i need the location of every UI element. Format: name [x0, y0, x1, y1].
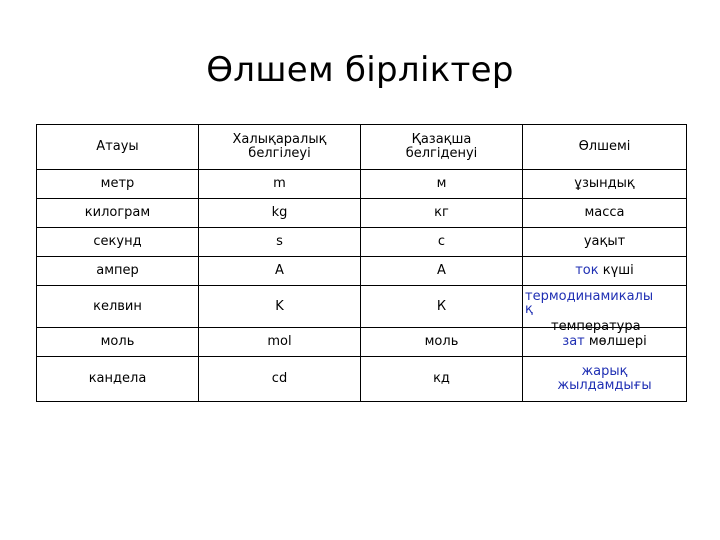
header-kz-symbol-text: Қазақша белгіденуі [405, 132, 478, 161]
cell-quantity: ұзындық [523, 170, 687, 199]
quantity-link-word-line1: жарық [581, 364, 628, 379]
table-row [37, 228, 687, 257]
cell-quantity: масса [523, 199, 687, 228]
header-quantity: Өлшемі [523, 125, 687, 170]
cell-intl: m [199, 170, 361, 199]
header-kz-symbol [361, 125, 523, 170]
table-row [37, 357, 687, 402]
cell-name: метр [37, 170, 199, 199]
quantity-rest-word: мөлшері [588, 334, 647, 349]
cell-name: кандела [37, 357, 199, 402]
cell-intl: mol [199, 328, 361, 357]
cell-quantity [523, 357, 687, 402]
header-intl-symbol-text: Халықаралық белгілеуі [232, 132, 327, 161]
thermo-quantity-wrap [523, 286, 686, 334]
cell-intl: A [199, 257, 361, 286]
cell-intl: s [199, 228, 361, 257]
table-row [37, 257, 687, 286]
table-row [37, 286, 687, 328]
cell-kz: с [361, 228, 523, 257]
cell-kz: А [361, 257, 523, 286]
cell-kz: моль [361, 328, 523, 357]
header-intl-symbol [199, 125, 361, 170]
cell-quantity [523, 286, 687, 334]
table-row [37, 199, 687, 228]
cell-intl: K [199, 286, 361, 328]
cell-quantity: уақыт [523, 228, 687, 257]
table-row [37, 170, 687, 199]
cell-kz: м [361, 170, 523, 199]
slide-title: Өлшем бірліктер [206, 50, 514, 90]
cell-name: келвин [37, 286, 199, 328]
table-header-row [37, 125, 687, 170]
quantity-link-word-line2: жылдамдығы [557, 378, 652, 393]
quantity-link-word-line1: термодинамикалы [525, 289, 654, 304]
cell-kz: К [361, 286, 523, 328]
quantity-link-word-line2: қ [525, 302, 533, 317]
cell-quantity [523, 257, 687, 286]
quantity-rest-word: температура [551, 319, 641, 334]
cell-kz: кд [361, 357, 523, 402]
cell-intl: kg [199, 199, 361, 228]
quantity-rest-word: күші [602, 263, 634, 278]
cell-name: секунд [37, 228, 199, 257]
cell-name: моль [37, 328, 199, 357]
cell-intl: cd [199, 357, 361, 402]
quantity-link-word: ток [575, 263, 599, 278]
si-units-table [36, 124, 687, 402]
cell-kz: кг [361, 199, 523, 228]
header-name: Атауы [37, 125, 199, 170]
cell-name: ампер [37, 257, 199, 286]
quantity-link-word: зат [562, 334, 585, 349]
cell-name: килограм [37, 199, 199, 228]
